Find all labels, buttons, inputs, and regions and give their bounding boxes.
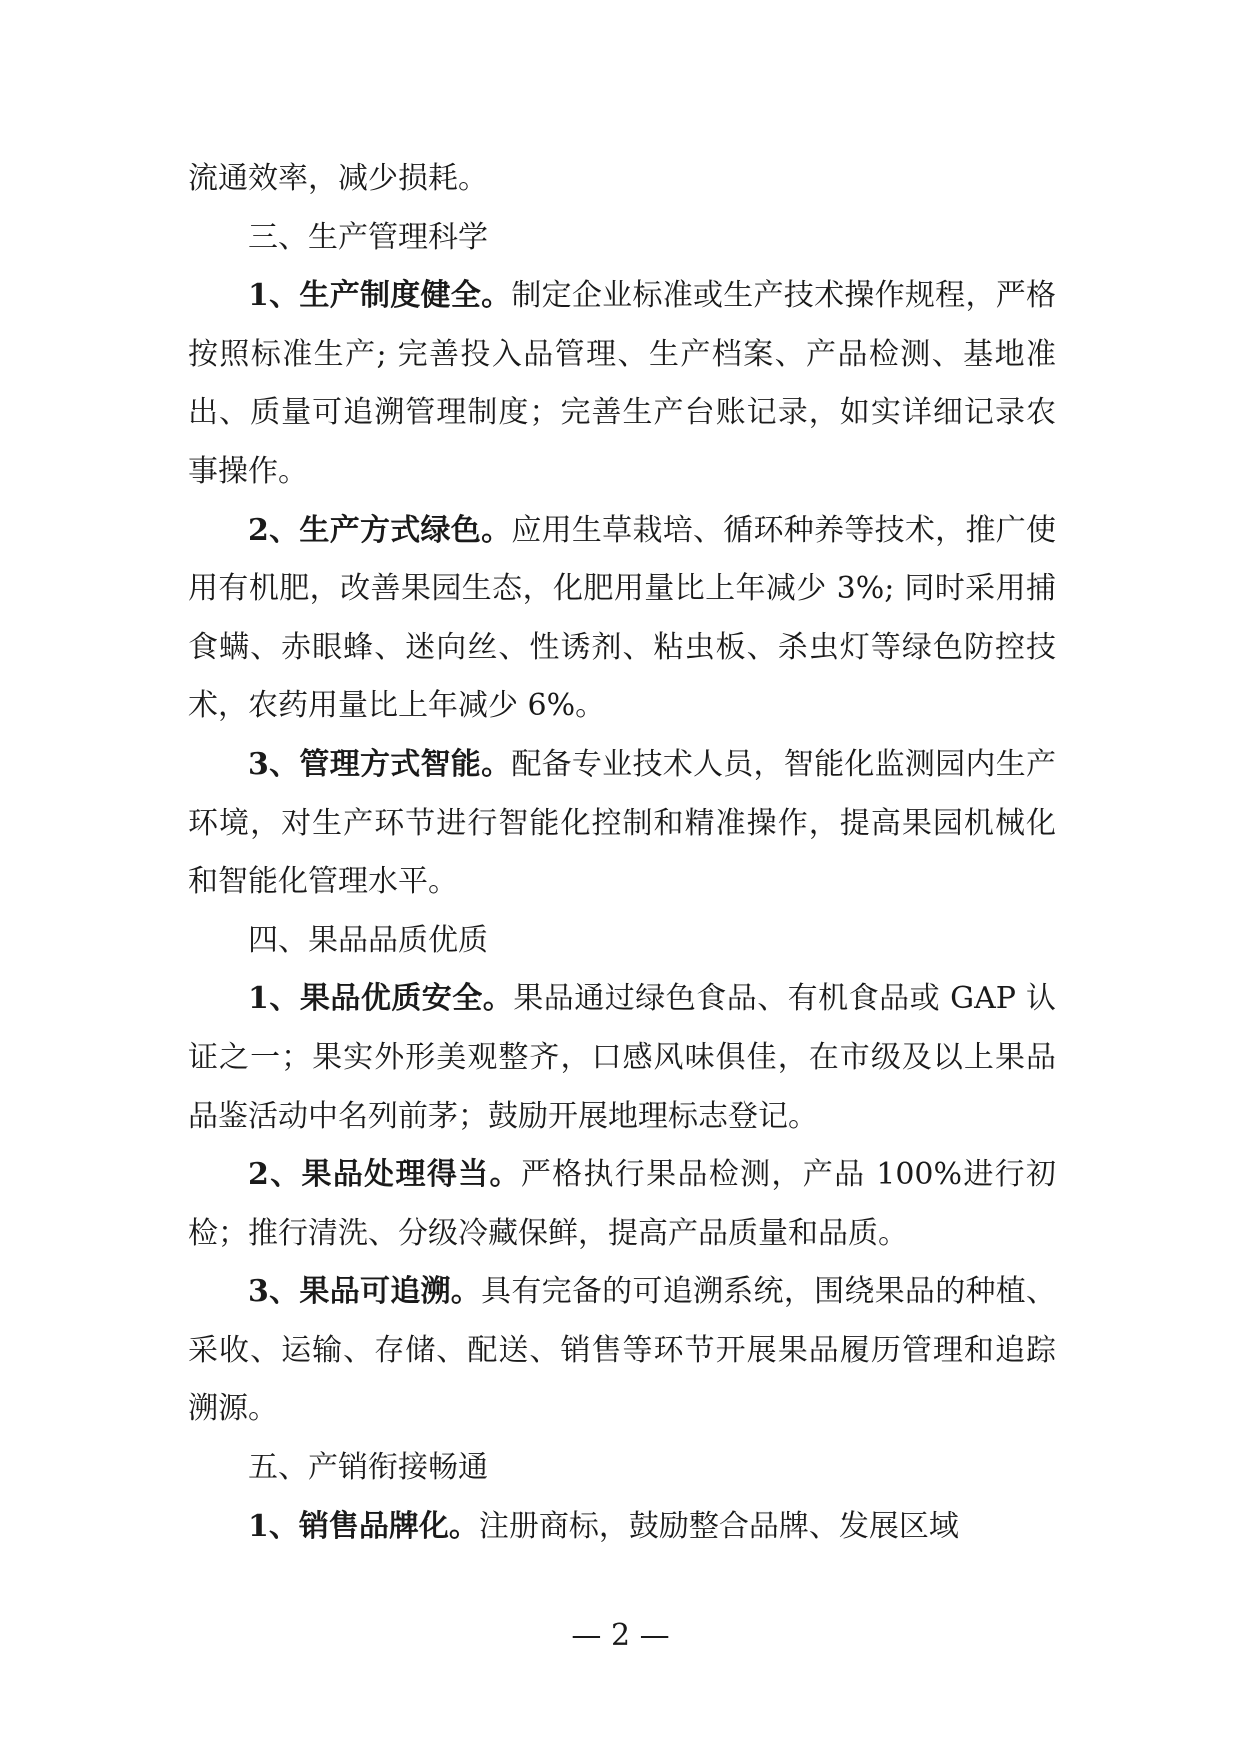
paragraph-4-2-lead: 2、果品处理得当。	[248, 1157, 521, 1193]
paragraph-4-1-lead: 1、果品优质安全。	[248, 981, 514, 1017]
paragraph-5-1	[188, 1498, 1056, 1557]
paragraph-5-1-lead: 1、销售品牌化。	[248, 1508, 479, 1544]
section-heading-5	[188, 1439, 1056, 1498]
paragraph-5-1-text: 注册商标，鼓励整合品牌、发展区域	[478, 1508, 959, 1544]
paragraph-3-2-lead: 2、生产方式绿色。	[248, 512, 512, 548]
paragraph-4-2	[188, 1146, 1056, 1263]
paragraph-3-1	[188, 267, 1056, 501]
paragraph-3-3-text: 配备专业技术人员，智能化监测园内生产环境，对生产环节进行智能化控制和精准操作，提高果园机械化和智能化管理水平。	[188, 746, 1057, 900]
section-heading-4-text: 四、果品品质优质	[248, 922, 488, 958]
section-heading-3	[188, 209, 1056, 268]
page-number: — 2 —	[571, 1618, 670, 1653]
paragraph-0	[188, 150, 1056, 209]
paragraph-4-1-text: 果品通过绿色食品、有机食品或 GAP 认证之一；果实外形美观整齐，口感风味俱佳，在市级及以上果品品鉴活动中名列前茅；鼓励开展地理标志登记。	[188, 981, 1056, 1134]
paragraph-3-2-text: 应用生草栽培、循环种养等技术，推广使用有机肥，改善果园生态，化肥用量比上年减少 3%; 同时采用捕食螨、赤眼蜂、迷向丝、性诱剂、粘虫板、杀虫灯等绿色防控技术，农药用量比上年减少 6%。	[188, 512, 1057, 724]
paragraph-4-3-text: 具有完备的可追溯系统，围绕果品的种植、采收、运输、存储、配送、销售等环节开展果品履历管理和追踪溯源。	[188, 1274, 1057, 1427]
paragraph-3-3	[188, 736, 1056, 912]
paragraph-3-3-lead: 3、管理方式智能。	[248, 746, 512, 782]
paragraph-3-2	[188, 502, 1056, 736]
paragraph-4-3	[188, 1263, 1056, 1439]
section-heading-4	[188, 912, 1056, 971]
section-heading-5-text: 五、产销衔接畅通	[248, 1450, 488, 1486]
body-text	[188, 150, 1056, 1556]
section-heading-3-text: 三、生产管理科学	[248, 219, 488, 255]
paragraph-4-1	[188, 970, 1056, 1146]
paragraph-4-3-lead: 3、果品可追溯。	[248, 1274, 482, 1310]
paragraph-3-1-lead: 1、生产制度健全。	[248, 278, 512, 314]
paragraph-4-2-text: 严格执行果品检测，产品 100%进行初检；推行清洗、分级冷藏保鲜，提高产品质量和品质。	[188, 1157, 1056, 1251]
paragraph-0-text: 流通效率，减少损耗。	[188, 161, 488, 196]
paragraph-3-1-text: 制定企业标准或生产技术操作规程，严格按照标准生产; 完善投入品管理、生产档案、产品检测、基地准出、质量可追溯管理制度；完善生产台账记录，如实详细记录农事操作。	[188, 278, 1057, 489]
